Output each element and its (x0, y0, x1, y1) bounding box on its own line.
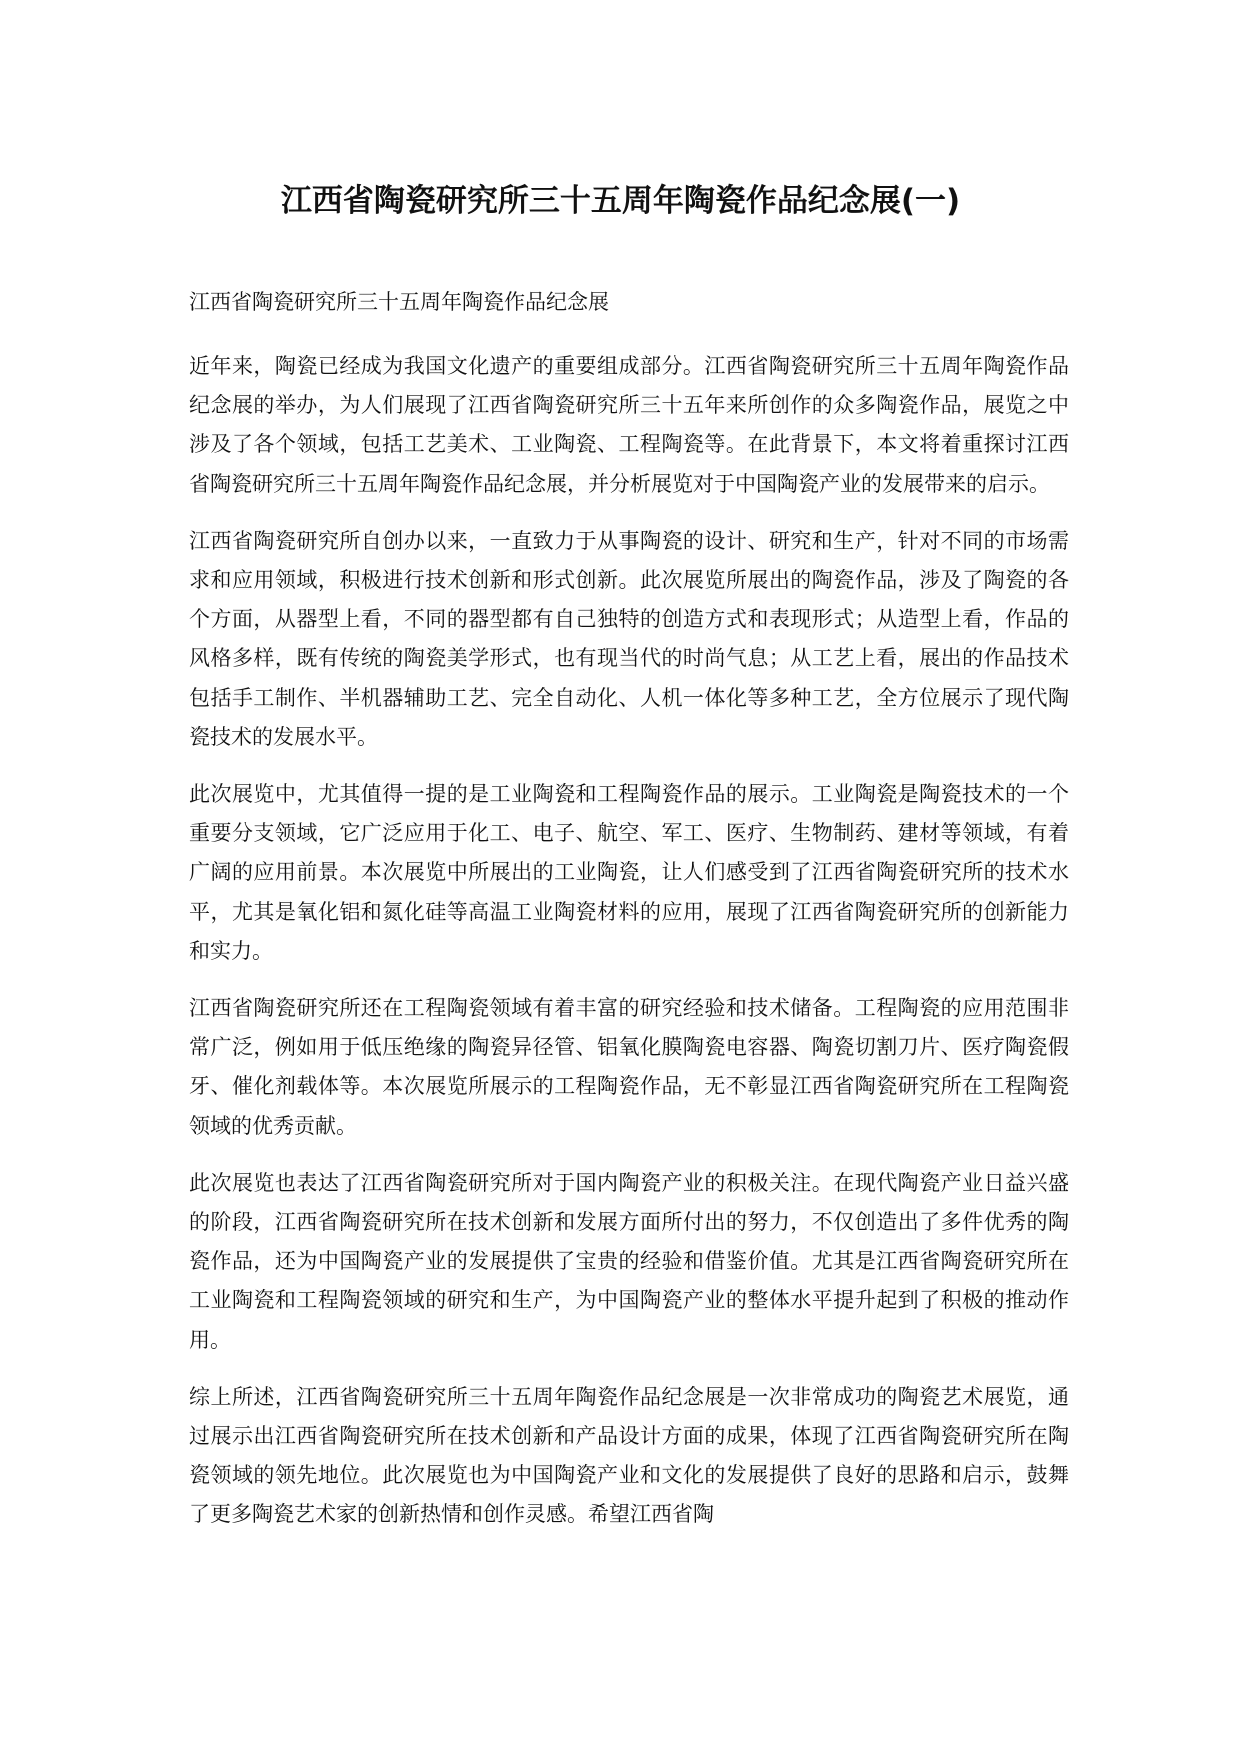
paragraph: 江西省陶瓷研究所还在工程陶瓷领域有着丰富的研究经验和技术储备。工程陶瓷的应用范围非常广泛，例如用于低压绝缘的陶瓷异径管、铝氧化膜陶瓷电容器、陶瓷切割刀片、医疗陶瓷假牙、催化剂载体等。本次展览所展示的工程陶瓷作品，无不彰显江西省陶瓷研究所在工程陶瓷领域的优秀贡献。 (189, 996, 1069, 1138)
paragraph: 近年来，陶瓷已经成为我国文化遗产的重要组成部分。江西省陶瓷研究所三十五周年陶瓷作品纪念展的举办，为人们展现了江西省陶瓷研究所三十五年来所创作的众多陶瓷作品，展览之中涉及了各个领域，包括工艺美术、工业陶瓷、工程陶瓷等。在此背景下，本文将着重探讨江西省陶瓷研究所三十五周年陶瓷作品纪念展，并分析展览对于中国陶瓷产业的发展带来的启示。 (189, 354, 1069, 496)
document-title: 江西省陶瓷研究所三十五周年陶瓷作品纪念展(一) (280, 183, 961, 219)
paragraph: 此次展览也表达了江西省陶瓷研究所对于国内陶瓷产业的积极关注。在现代陶瓷产业日益兴盛的阶段，江西省陶瓷研究所在技术创新和发展方面所付出的努力，不仅创造出了多件优秀的陶瓷作品，还为中国陶瓷产业的发展提供了宝贵的经验和借鉴价值。尤其是江西省陶瓷研究所在工业陶瓷和工程陶瓷领域的研究和生产，为中国陶瓷产业的整体水平提升起到了积极的推动作用。 (189, 1170, 1069, 1352)
document-subtitle: 江西省陶瓷研究所三十五周年陶瓷作品纪念展 (189, 290, 609, 314)
paragraph: 此次展览中，尤其值得一提的是工业陶瓷和工程陶瓷作品的展示。工业陶瓷是陶瓷技术的一个重要分支领域，它广泛应用于化工、电子、航空、军工、医疗、生物制药、建材等领域，有着广阔的应用前景。本次展览中所展出的工业陶瓷，让人们感受到了江西省陶瓷研究所的技术水平，尤其是氧化铝和氮化硅等高温工业陶瓷材料的应用，展现了江西省陶瓷研究所的创新能力和实力。 (189, 782, 1069, 963)
document-body (189, 287, 1069, 1553)
paragraph: 江西省陶瓷研究所自创办以来，一直致力于从事陶瓷的设计、研究和生产，针对不同的市场需求和应用领域，积极进行技术创新和形式创新。此次展览所展出的陶瓷作品，涉及了陶瓷的各个方面，从器型上看，不同的器型都有自己独特的创造方式和表现形式；从造型上看，作品的风格多样，既有传统的陶瓷美学形式，也有现当代的时尚气息；从工艺上看，展出的作品技术包括手工制作、半机器辅助工艺、完全自动化、人机一体化等多种工艺，全方位展示了现代陶瓷技术的发展水平。 (189, 528, 1069, 749)
paragraph: 综上所述，江西省陶瓷研究所三十五周年陶瓷作品纪念展是一次非常成功的陶瓷艺术展览，通过展示出江西省陶瓷研究所在技术创新和产品设计方面的成果，体现了江西省陶瓷研究所在陶瓷领域的领先地位。此次展览也为中国陶瓷产业和文化的发展提供了良好的思路和启示，鼓舞了更多陶瓷艺术家的创新热情和创作灵感。希望江西省陶 (189, 1384, 1069, 1527)
